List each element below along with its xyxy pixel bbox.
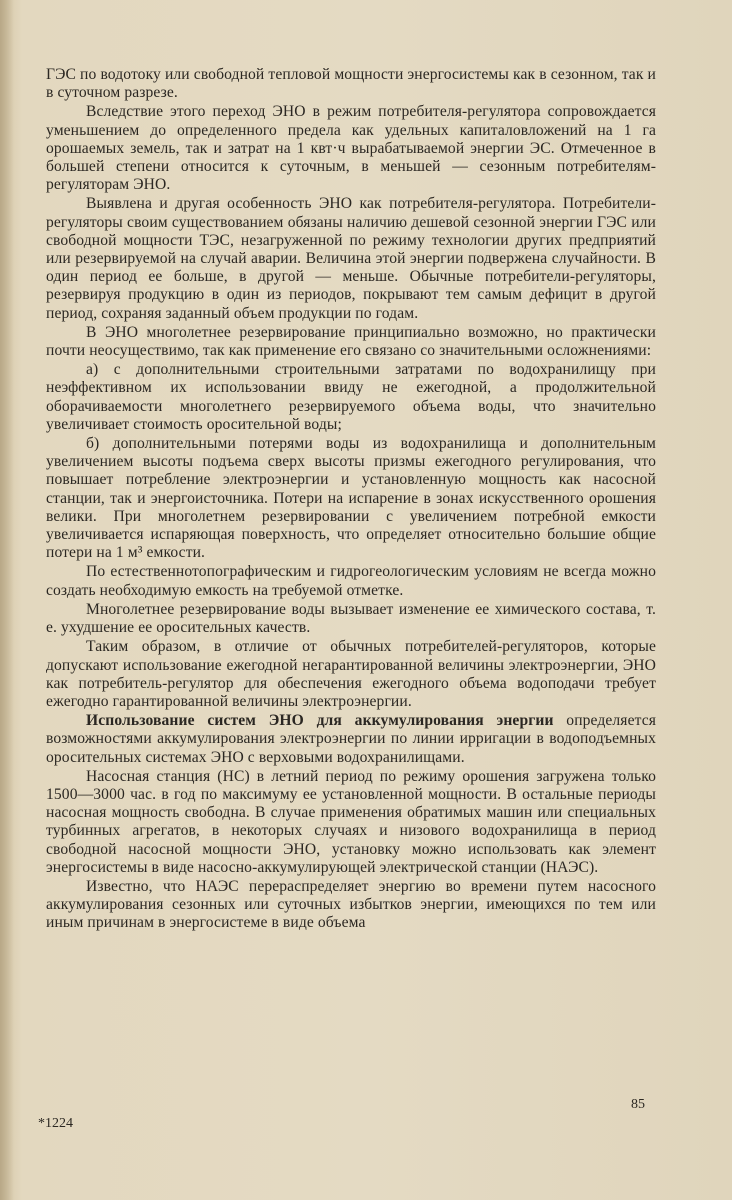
- body-text: [46, 66, 656, 934]
- list-item-a: а) с дополнительными строительными затратами по водохранилищу при неэффективном их использовании ввиду не ежегодной, а продолжительной оборачиваемости многолетнего резервируемого объема воды, что значительно увеличивает стоимость оросительной воды;: [46, 361, 656, 433]
- paragraph-9: Таким образом, в отличие от обычных потребителей-регуляторов, которые допускают использование ежегодной негарантированной величины электроэнергии, ЭНО как потребитель-регулятор для обеспечения ежегодного объема водоподачи требует ежегодно гарантированной величины электроэнергии.: [46, 638, 656, 710]
- page-number: 85: [631, 1097, 645, 1112]
- section-heading: Использование систем ЭНО для аккумулирования энергии: [86, 712, 554, 730]
- printer-signature: *1224: [38, 1116, 73, 1131]
- paragraph-12: Известно, что НАЭС перераспределяет энергию во времени путем насосного аккумулирования сезонных или суточных избытков энергии, имеющихся по тем или иным причинам в энергосистеме в виде объема: [46, 877, 656, 932]
- paragraph-3: Выявлена и другая особенность ЭНО как потребителя-регулятора. Потребители-регуляторы своим существованием обязаны наличию дешевой сезонной энергии ГЭС или свободной мощности ТЭС, незагруженной по режиму технологии других предприятий или резервируемой на случай аварии. Величина этой энергии подвержена случайности. В один период ее больше, в другой — меньше. Обычные потребители-регуляторы, резервируя продукцию в один из периодов, покрывают тем самым дефицит в другой период, сохраняя заданный объем продукции по годам.: [46, 195, 656, 322]
- list-item-b: б) дополнительными потерями воды из водохранилища и дополнительным увеличением высоты подъема сверх высоты призмы ежегодного регулирования, что повышает потребление электроэнергии и установленную мощность как насосной станции, так и энергоисточника. Потери на испарение в зонах искусственного орошения велики. При многолетнем резервировании с увеличением потребной емкости увеличивается испаряющая поверхность, что определяет относительно большие общие потери на 1 м³ емкости.: [46, 435, 656, 562]
- paragraph-4: В ЭНО многолетнее резервирование принципиально возможно, но практически почти неосуществимо, так как применение его связано со значительными осложнениями:: [46, 323, 656, 360]
- paragraph-2: Вследствие этого переход ЭНО в режим потребителя-регулятора сопровождается уменьшением до определенного предела как удельных капиталовложений на 1 га орошаемых земель, так и затрат на 1 квт·ч вырабатываемой энергии ЭС. Отмеченное в большей степени относится к суточным, в меньшей — сезонным потребителям-регуляторам ЭНО.: [46, 103, 656, 194]
- paragraph-10-text: определяется возможностями аккумулирования электроэнергии по линии ирригации в водоподъемных оросительных системах ЭНО с верховыми водохранилищами.: [46, 712, 656, 766]
- paragraph-1: ГЭС по водотоку или свободной тепловой мощности энергосистемы как в сезонном, так и в суточном разрезе.: [46, 66, 656, 102]
- paragraph-7: По естественнотопографическим и гидрогеологическим условиям не всегда можно создать необходимую емкость на требуемой отметке.: [46, 563, 656, 599]
- paragraph-10: [46, 712, 656, 767]
- paragraph-11: Насосная станция (НС) в летний период по режиму орошения загружена только 1500—3000 час. в год по максимуму ее установленной мощности. В остальные периоды насосная мощность свободна. В случае применения обратимых машин или специальных турбинных агрегатов, в некоторых случаях и низового водохранилища в период свободной насосной мощности ЭНО, установку можно использовать как элемент энергосистемы в виде насосно-аккумулирующей электрической станции (НАЭС).: [46, 767, 656, 876]
- page-gutter-shadow: [0, 0, 14, 1200]
- paragraph-8: Многолетнее резервирование воды вызывает изменение ее химического состава, т. е. ухудшение ее оросительных качеств.: [46, 600, 656, 637]
